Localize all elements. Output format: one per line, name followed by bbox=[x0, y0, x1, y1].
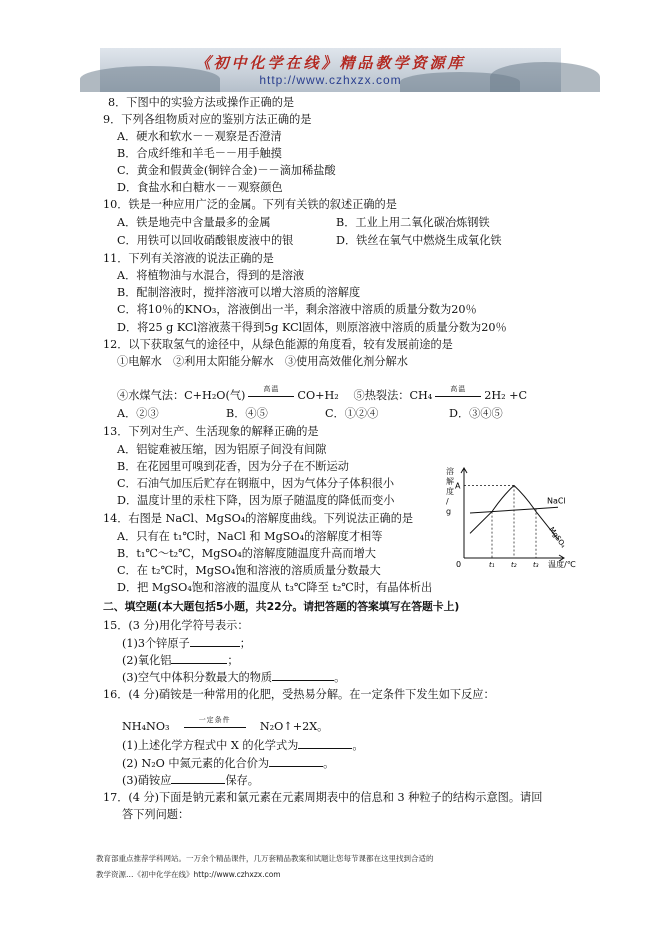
footer-line-1: 教育部重点推荐学科网站。一万余个精品课件，几万套精品教案和试题让您每节课都在这里找到合适的 bbox=[96, 854, 434, 863]
reaction-condition: 高温 bbox=[450, 385, 467, 393]
part-label: (1)3个锌原子 bbox=[122, 637, 190, 650]
question-12-stem: 12．以下获取氢气的途径中，从绿色能源的角度看，较有发展前途的是 bbox=[103, 338, 453, 351]
header-banner bbox=[100, 48, 561, 92]
y-mark-label: A bbox=[455, 481, 461, 491]
question-12-methods: ①电解水 ②利用太阳能分解水 ③使用高效催化剂分解水 bbox=[117, 355, 408, 368]
question-15-part-3: (3)空气中体积分数最大的物质 。 bbox=[122, 671, 346, 684]
answer-blank[interactable] bbox=[190, 636, 240, 647]
question-11-option-d: D．将25 g KCl溶液蒸干得到5g KCl固体，则原溶液中溶质的质量分数为20％ bbox=[117, 321, 507, 334]
reaction-condition-arrow bbox=[435, 385, 481, 403]
answer-blank[interactable] bbox=[269, 756, 323, 767]
series-label-nacl: NaCl bbox=[547, 496, 566, 506]
question-15-part-1: (1)3个锌原子 ； bbox=[122, 637, 251, 650]
pyrolysis-reactants: ⑤热裂法：CH₄ bbox=[353, 389, 433, 402]
solubility-chart bbox=[432, 462, 576, 574]
water-gas-products: CO+H₂ bbox=[297, 389, 339, 402]
banner-url[interactable]: http://www.czhxzx.com bbox=[259, 73, 402, 87]
question-13-option-a: A．铝锭难被压缩，因为铝原子间没有间隙 bbox=[117, 443, 327, 456]
x-tick-label: t₂ bbox=[511, 561, 517, 569]
question-17-line-2: 答下列问题： bbox=[122, 808, 190, 821]
question-12-equations bbox=[117, 385, 528, 403]
part-label: (1)上述化学方程式中 X 的化学式为 bbox=[122, 739, 299, 752]
x-tick-label: t₁ bbox=[489, 561, 495, 569]
question-9-stem: 9．下列各组物质对应的鉴别方法正确的是 bbox=[103, 113, 312, 126]
question-8: 8．下图中的实验方法或操作正确的是 bbox=[108, 96, 295, 109]
question-14-option-a: A．只有在 t₁℃时，NaCl 和 MgSO₄的溶解度才相等 bbox=[117, 530, 383, 543]
banner-title: 《初中化学在线》精品教学资源库 bbox=[195, 54, 466, 72]
question-13-stem: 13．下列对生产、生活现象的解释正确的是 bbox=[103, 425, 319, 438]
origin-label: 0 bbox=[456, 560, 462, 569]
question-12-option-a: A．②③ bbox=[117, 407, 159, 420]
series-label-mgso4: MgSO₄ bbox=[547, 525, 568, 550]
question-12-option-b: B．④⑤ bbox=[226, 407, 268, 420]
question-16-part-2: (2) N₂O 中氮元素的化合价为 。 bbox=[122, 757, 335, 770]
reaction-condition-arrow bbox=[184, 716, 246, 734]
question-12-option-d: D．③④⑤ bbox=[449, 407, 503, 420]
question-14-option-d: D．把 MgSO₄饱和溶液的温度从 t₃℃降至 t₂℃时，有晶体析出 bbox=[117, 581, 433, 594]
question-15-stem: 15．(3 分)用化学符号表示： bbox=[103, 619, 249, 632]
question-13-option-d: D．温度计里的汞柱下降，因为原子随温度的降低而变小 bbox=[117, 494, 395, 507]
reaction-condition: 一定条件 bbox=[198, 716, 231, 724]
part-label-end: 保存。 bbox=[225, 774, 259, 787]
question-11-option-b: B．配制溶液时，搅拌溶液可以增大溶质的溶解度 bbox=[117, 286, 361, 299]
question-16-part-3 bbox=[122, 773, 259, 788]
reaction-condition: 高温 bbox=[263, 385, 280, 393]
question-9-option-a: A．硬水和软水－－观察是否澄清 bbox=[117, 130, 282, 143]
question-10-option-a: A．铁是地壳中含量最多的金属 bbox=[117, 216, 271, 229]
part-label: (3)硝铵应 bbox=[122, 774, 172, 787]
question-14-stem: 14．右图是 NaCl、MgSO₄的溶解度曲线。下列说法正确的是 bbox=[103, 512, 414, 525]
question-10-stem: 10．铁是一种应用广泛的金属。下列有关铁的叙述正确的是 bbox=[103, 198, 397, 211]
answer-blank[interactable] bbox=[272, 670, 334, 681]
section-2-title: 二、填空题(本大题包括5小题，共22分。请把答题的答案填写在答题卡上) bbox=[103, 600, 460, 613]
question-13-option-c: C．石油气加压后贮存在钢瓶中，因为气体分子体积很小 bbox=[117, 477, 395, 490]
footer-line-2: 教学资源…《初中化学在线》http://www.czhxzx.com bbox=[96, 870, 281, 879]
question-10-option-d: D．铁丝在氧气中燃烧生成氧化铁 bbox=[336, 234, 502, 247]
water-gas-reactants: ④水煤气法：C+H₂O(气) bbox=[117, 389, 246, 402]
answer-blank[interactable] bbox=[171, 653, 227, 664]
question-16-equation bbox=[122, 716, 329, 734]
question-9-option-c: C．黄金和假黄金(铜锌合金)－－滴加稀盐酸 bbox=[117, 164, 336, 177]
question-12-option-c: C．①②④ bbox=[325, 407, 379, 420]
reaction-condition-arrow bbox=[248, 385, 294, 403]
x-tick-label: t₃ bbox=[533, 561, 539, 569]
question-10-option-b: B．工业上用二氧化碳冶炼钢铁 bbox=[336, 216, 490, 229]
part-label: (2)氧化铝 bbox=[122, 654, 172, 667]
question-13-option-b: B．在花园里可嗅到花香，因为分子在不断运动 bbox=[117, 460, 349, 473]
part-label: (3)空气中体积分数最大的物质 bbox=[122, 671, 273, 684]
eq-products: N₂O↑+2X。 bbox=[259, 720, 329, 733]
question-9-option-d: D．食盐水和白糖水－－观察颜色 bbox=[117, 181, 283, 194]
question-10-option-c: C．用铁可以回收硝酸银废液中的银 bbox=[117, 234, 294, 247]
question-15-part-2: (2)氧化铝 ； bbox=[122, 654, 239, 667]
pyrolysis-products: 2H₂ +C bbox=[484, 389, 528, 402]
part-label: (2) N₂O 中氮元素的化合价为 bbox=[122, 757, 270, 770]
question-14-option-b: B．t₁℃～t₂℃，MgSO₄的溶解度随温度升高而增大 bbox=[117, 547, 376, 560]
question-17-line-1: 17．(4 分)下面是钠元素和氯元素在元素周期表中的信息和 3 种粒子的结构示意图。请回 bbox=[103, 791, 543, 804]
question-16-part-1: (1)上述化学方程式中 X 的化学式为 。 bbox=[122, 739, 364, 752]
x-axis-label: 温度/℃ bbox=[548, 560, 576, 569]
answer-blank[interactable] bbox=[298, 738, 352, 749]
question-11-option-a: A．将植物油与水混合，得到的是溶液 bbox=[117, 269, 305, 282]
question-9-option-b: B．合成纤维和羊毛－－用手触摸 bbox=[117, 147, 282, 160]
y-axis-label: 溶解度/ g bbox=[446, 467, 454, 516]
question-11-stem: 11．下列有关溶液的说法正确的是 bbox=[103, 252, 274, 265]
answer-blank[interactable] bbox=[171, 773, 225, 784]
question-14-option-c: C．在 t₂℃时，MgSO₄饱和溶液的溶质质量分数最大 bbox=[117, 564, 381, 577]
question-11-option-c: C．将10％的KNO₃，溶液倒出一半，剩余溶液中溶质的质量分数为20％ bbox=[117, 303, 477, 316]
question-16-stem: 16．(4 分)硝铵是一种常用的化肥，受热易分解。在一定条件下发生如下反应： bbox=[103, 688, 495, 701]
eq-reactant: NH₄NO₃ bbox=[122, 720, 170, 733]
